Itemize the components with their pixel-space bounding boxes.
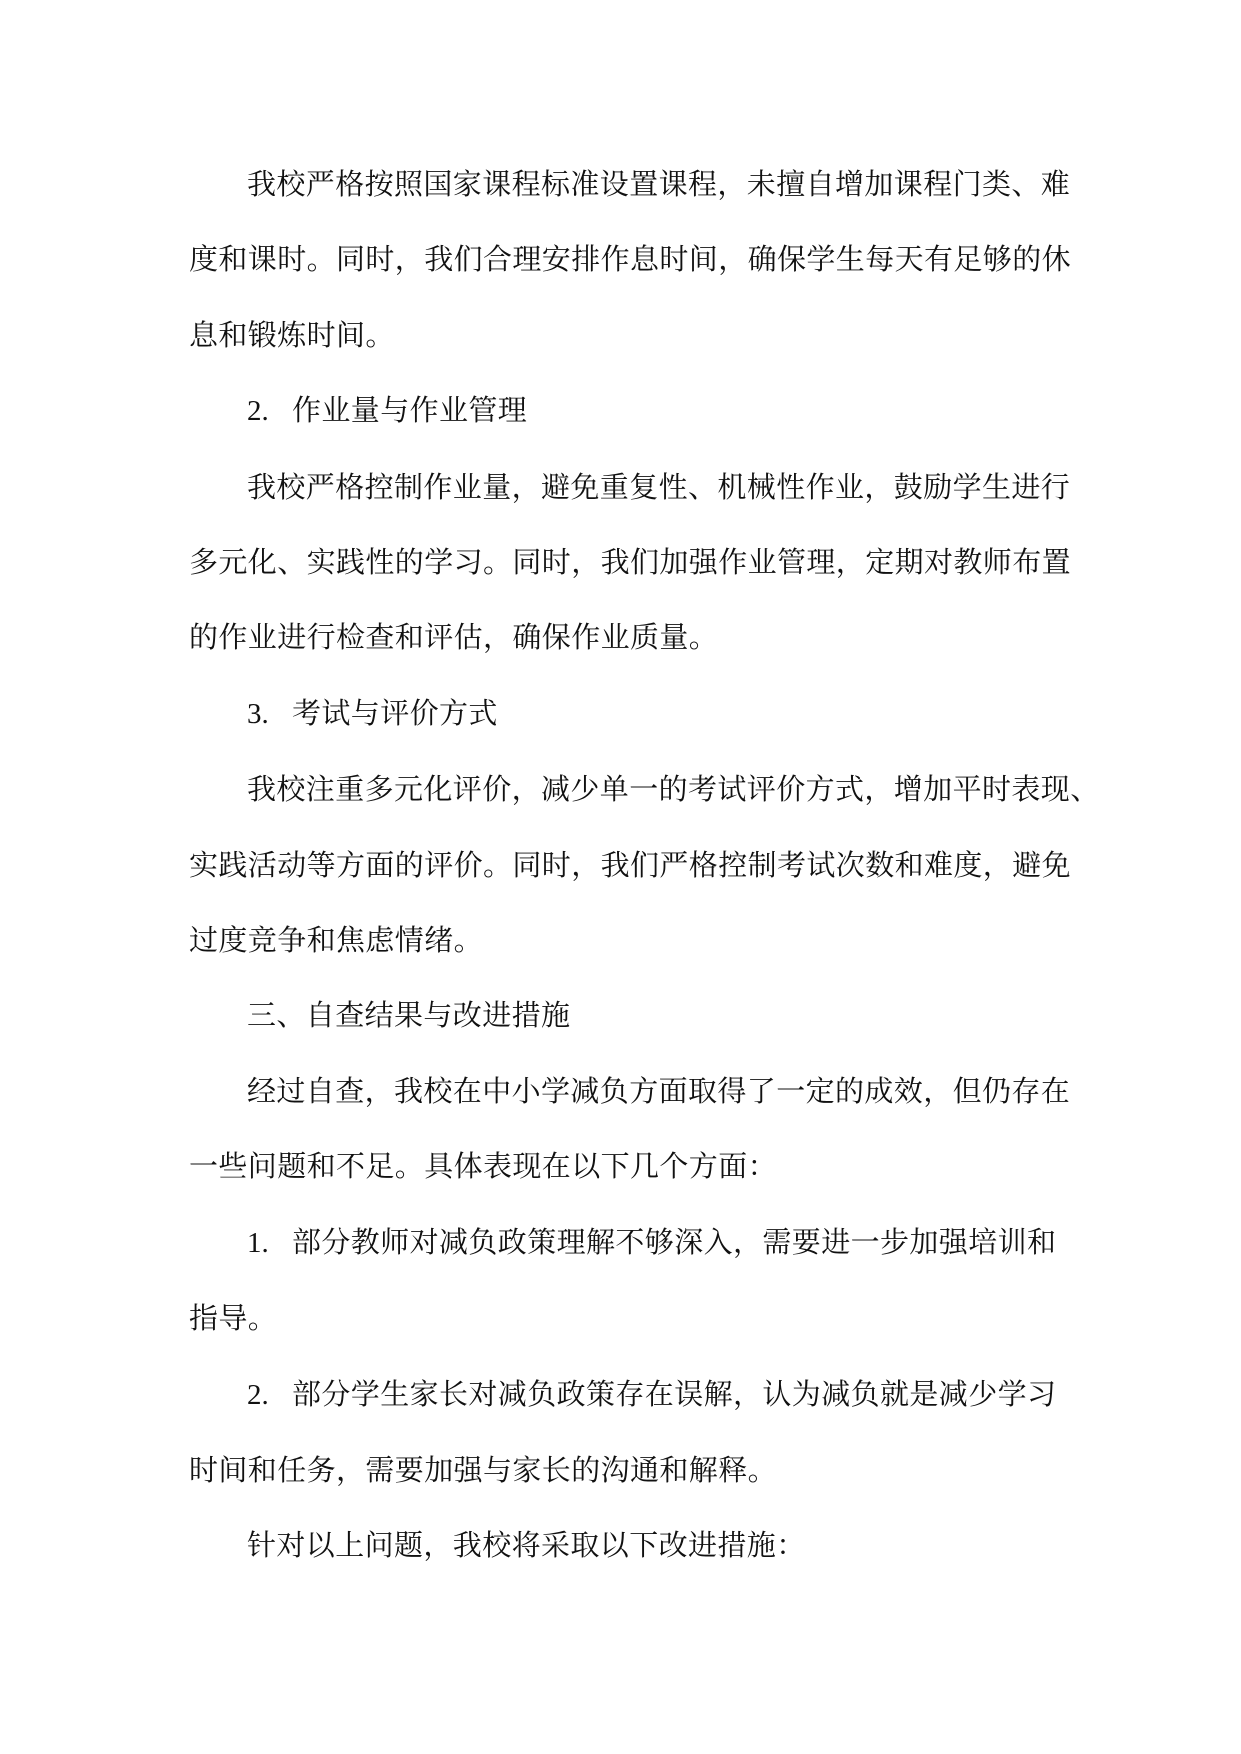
paragraph <box>189 1508 1059 1583</box>
paragraph-line <box>189 828 1072 903</box>
line-text: 多元化、实践性的学习。同时，我们加强作业管理，定期对教师布置 <box>189 545 1072 580</box>
heading-text: 三、自查结果与改进措施 <box>247 998 571 1033</box>
paragraph-line <box>189 1508 1059 1583</box>
paragraph-line <box>189 1281 1059 1356</box>
line-text: 针对以上问题，我校将采取以下改进措施： <box>247 1528 806 1563</box>
section-heading <box>189 978 1059 1053</box>
heading-number: 2. <box>247 395 269 428</box>
line-text: 的作业进行检查和评估，确保作业质量。 <box>189 620 719 655</box>
document-body <box>189 147 1100 1584</box>
paragraph-line <box>189 450 1071 525</box>
paragraph <box>189 450 1072 676</box>
numbered-paragraph <box>189 1205 1059 1357</box>
paragraph-line <box>189 1205 1059 1281</box>
paragraph-line <box>189 1129 1059 1204</box>
heading-number: 3. <box>247 697 269 730</box>
paragraph-line <box>189 525 1072 600</box>
line-text: 实践活动等方面的评价。同时，我们严格控制考试次数和难度，避免 <box>189 847 1072 882</box>
line-text: 部分教师对减负政策理解不够深入，需要进一步加强培训和 <box>292 1224 1057 1259</box>
list-number: 2. <box>247 1378 269 1411</box>
paragraph <box>189 147 1072 373</box>
list-number: 1. <box>247 1226 269 1259</box>
paragraph-line <box>189 1433 1059 1508</box>
line-text: 时间和任务，需要加强与家长的沟通和解释。 <box>189 1452 778 1487</box>
paragraph-line <box>189 903 1059 978</box>
line-text: 一些问题和不足。具体表现在以下几个方面： <box>189 1149 778 1184</box>
line-text: 部分学生家长对减负政策存在误解，认为减负就是减少学习 <box>292 1376 1057 1411</box>
line-text: 度和课时。同时，我们合理安排作息时间，确保学生每天有足够的休 <box>189 242 1072 277</box>
paragraph-line <box>189 298 1059 373</box>
line-text: 过度竞争和焦虑情绪。 <box>189 923 484 958</box>
paragraph <box>189 752 1100 978</box>
section-heading <box>189 373 1059 449</box>
line-text: 指导。 <box>189 1301 278 1336</box>
line-text: 息和锻炼时间。 <box>189 317 395 352</box>
section-heading <box>189 676 1059 752</box>
paragraph-line <box>189 222 1072 297</box>
paragraph-line <box>189 1357 1059 1433</box>
paragraph-line <box>189 1054 1071 1129</box>
paragraph <box>189 1054 1071 1205</box>
line-text: 我校严格按照国家课程标准设置课程，未擅自增加课程门类、难 <box>247 167 1071 201</box>
paragraph-line <box>189 600 1059 675</box>
line-text: 我校注重多元化评价，减少单一的考试评价方式，增加平时表现、 <box>247 772 1100 807</box>
line-text: 我校严格控制作业量，避免重复性、机械性作业，鼓励学生进行 <box>247 469 1071 504</box>
line-text: 经过自查，我校在中小学减负方面取得了一定的成效，但仍存在 <box>247 1073 1071 1108</box>
paragraph-line <box>189 147 1071 222</box>
numbered-paragraph <box>189 1357 1059 1509</box>
paragraph-line <box>189 752 1100 827</box>
heading-text: 考试与评价方式 <box>292 695 498 730</box>
heading-text: 作业量与作业管理 <box>292 393 528 428</box>
